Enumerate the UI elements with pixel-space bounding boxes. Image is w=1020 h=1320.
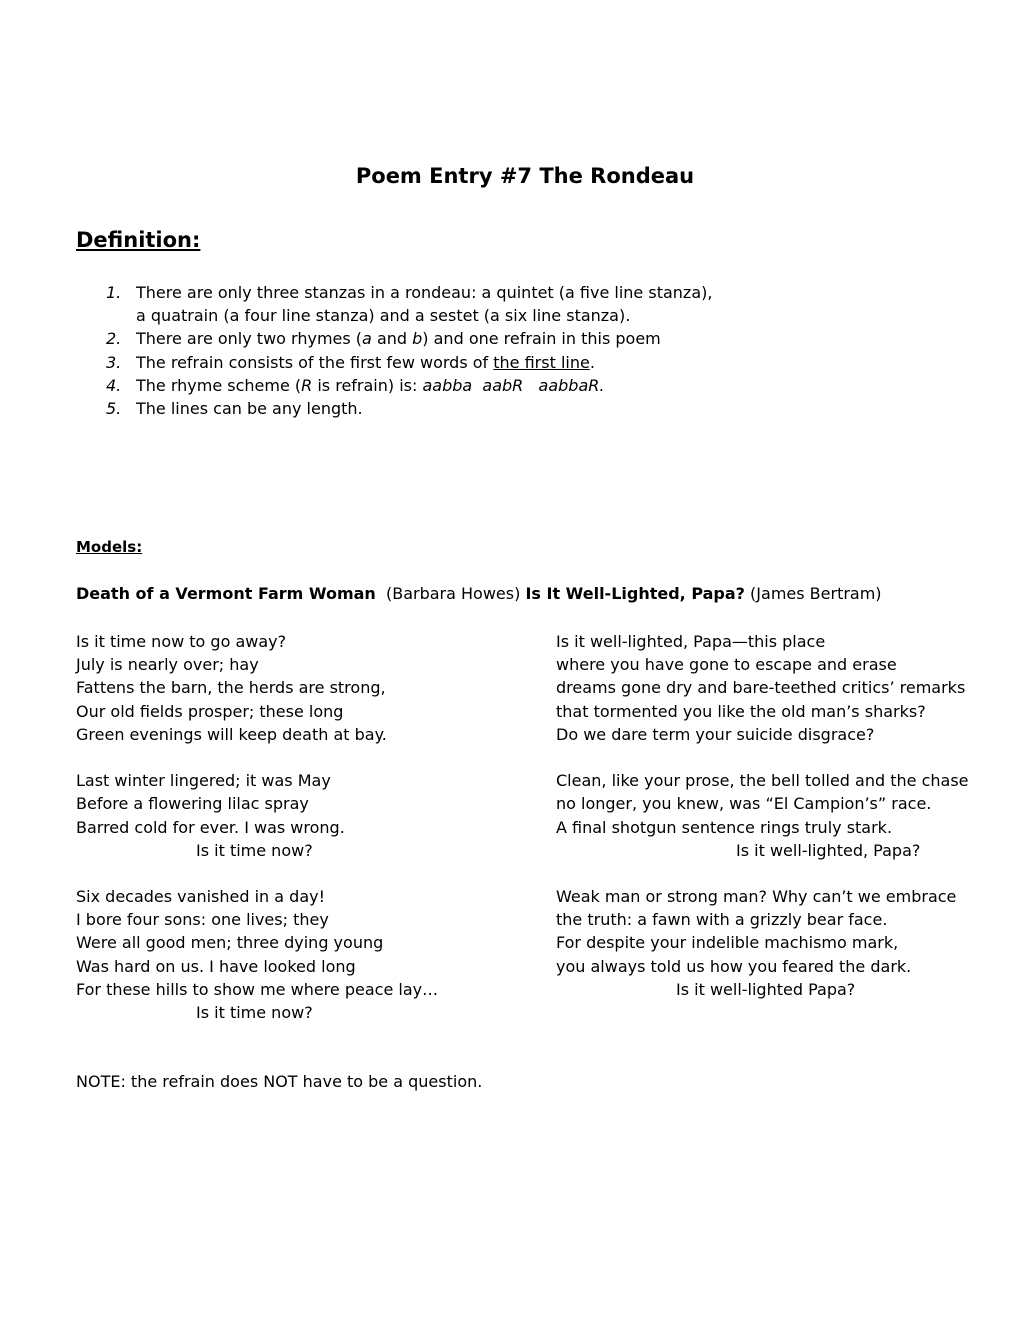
poem2-stanza-3 [556, 885, 969, 1001]
poem-line: you always told us how you feared the dark. [556, 956, 912, 976]
definition-text: The rhyme scheme (R is refrain) is: aabba aabR aabbaR. [136, 375, 605, 395]
poem-refrain: Is it well-lighted Papa? [676, 979, 856, 999]
poem-refrain: Is it time now? [196, 1003, 313, 1022]
definition-item-5 [0, 397, 1020, 420]
poem-line: Were all good men; three dying young [76, 933, 384, 953]
definition-item-3 [0, 351, 1020, 374]
poem1-title: Death of a Vermont Farm Woman [76, 584, 376, 603]
poem1-stanza-3 [76, 885, 438, 1024]
poem-line: Last winter lingered; it was May [76, 771, 331, 791]
definition-text: There are only three stanzas in a rondeau: a quintet (a five line stanza), [136, 283, 713, 302]
poem-line: dreams gone dry and bare-teethed critics’ remarks [556, 678, 966, 698]
poem-line: Before a flowering lilac spray [76, 794, 309, 814]
page-title: Poem Entry #7 The Rondeau [355, 164, 695, 188]
poem-line: A final shotgun sentence rings truly stark. [556, 817, 893, 837]
list-number: 1. [106, 283, 122, 302]
poem-line: Green evenings will keep death at bay. [76, 724, 387, 744]
poem-line: Is it time now to go away? [76, 632, 287, 651]
poem2-title: Is It Well-Lighted, Papa? [525, 584, 745, 603]
poem-line: Weak man or strong man? Why can’t we embrace [556, 887, 957, 907]
poem-line: Fattens the barn, the herds are strong, [76, 678, 386, 698]
poem-line: no longer, you knew, was “El Campion’s” race. [556, 794, 932, 814]
poem-line: where you have gone to escape and erase [556, 655, 897, 675]
list-number: 4. [106, 375, 122, 395]
poem-line: Barred cold for ever. I was wrong. [76, 817, 345, 837]
poem-line: For despite your indelible machismo mark, [556, 933, 899, 953]
poem2-stanza-2 [556, 769, 969, 862]
poem2-text [556, 630, 969, 1024]
poem-line: that tormented you like the old man’s sharks? [556, 701, 926, 721]
note-text: NOTE: the refrain does NOT have to be a question. [76, 1072, 483, 1091]
definition-text: The lines can be any length. [136, 399, 363, 419]
poem-refrain: Is it well-lighted, Papa? [736, 840, 921, 860]
poem-line: Clean, like your prose, the bell tolled and the chase [556, 771, 969, 791]
poem-refrain: Is it time now? [196, 840, 313, 860]
poem-line: Is it well-lighted, Papa—this place [556, 632, 826, 651]
poem-line: Six decades vanished in a day! [76, 887, 326, 907]
poem-titles [76, 584, 882, 603]
models-heading: Models: [76, 538, 143, 556]
poem-line: For these hills to show me where peace lay… [76, 979, 439, 999]
poem1-stanza-2 [76, 769, 438, 862]
definition-text: There are only two rhymes (a and b) and one refrain in this poem [136, 329, 661, 349]
definition-text: The refrain consists of the first few words of the first line. [136, 352, 595, 372]
poem1-author: (Barbara Howes) [385, 584, 521, 603]
definition-list [0, 281, 1020, 420]
definition-item-1 [0, 281, 1020, 327]
list-number: 3. [106, 352, 122, 372]
definition-heading: Definition: [76, 228, 201, 252]
poem-line: Do we dare term your suicide disgrace? [556, 724, 875, 744]
list-number: 5. [106, 399, 122, 419]
rhyme-scheme: aabba aabR aabbaR. [422, 375, 605, 395]
poem-line: July is nearly over; hay [76, 655, 259, 675]
poem2-stanza-1 [556, 630, 969, 746]
list-number: 2. [106, 329, 122, 349]
definition-item-2 [0, 327, 1020, 350]
poem-line: I bore four sons: one lives; they [76, 910, 329, 930]
poem1-text [76, 630, 438, 1047]
definition-text: a quatrain (a four line stanza) and a sestet (a six line stanza). [136, 306, 631, 326]
poem1-stanza-1 [76, 630, 438, 746]
poem-line: the truth: a fawn with a grizzly bear face. [556, 910, 888, 930]
poem-line: Our old fields prosper; these long [76, 701, 344, 721]
definition-item-4 [0, 374, 1020, 397]
underlined-text: the first line [493, 352, 590, 372]
poem2-author: (James Bertram) [750, 584, 882, 603]
poem-line: Was hard on us. I have looked long [76, 956, 356, 976]
